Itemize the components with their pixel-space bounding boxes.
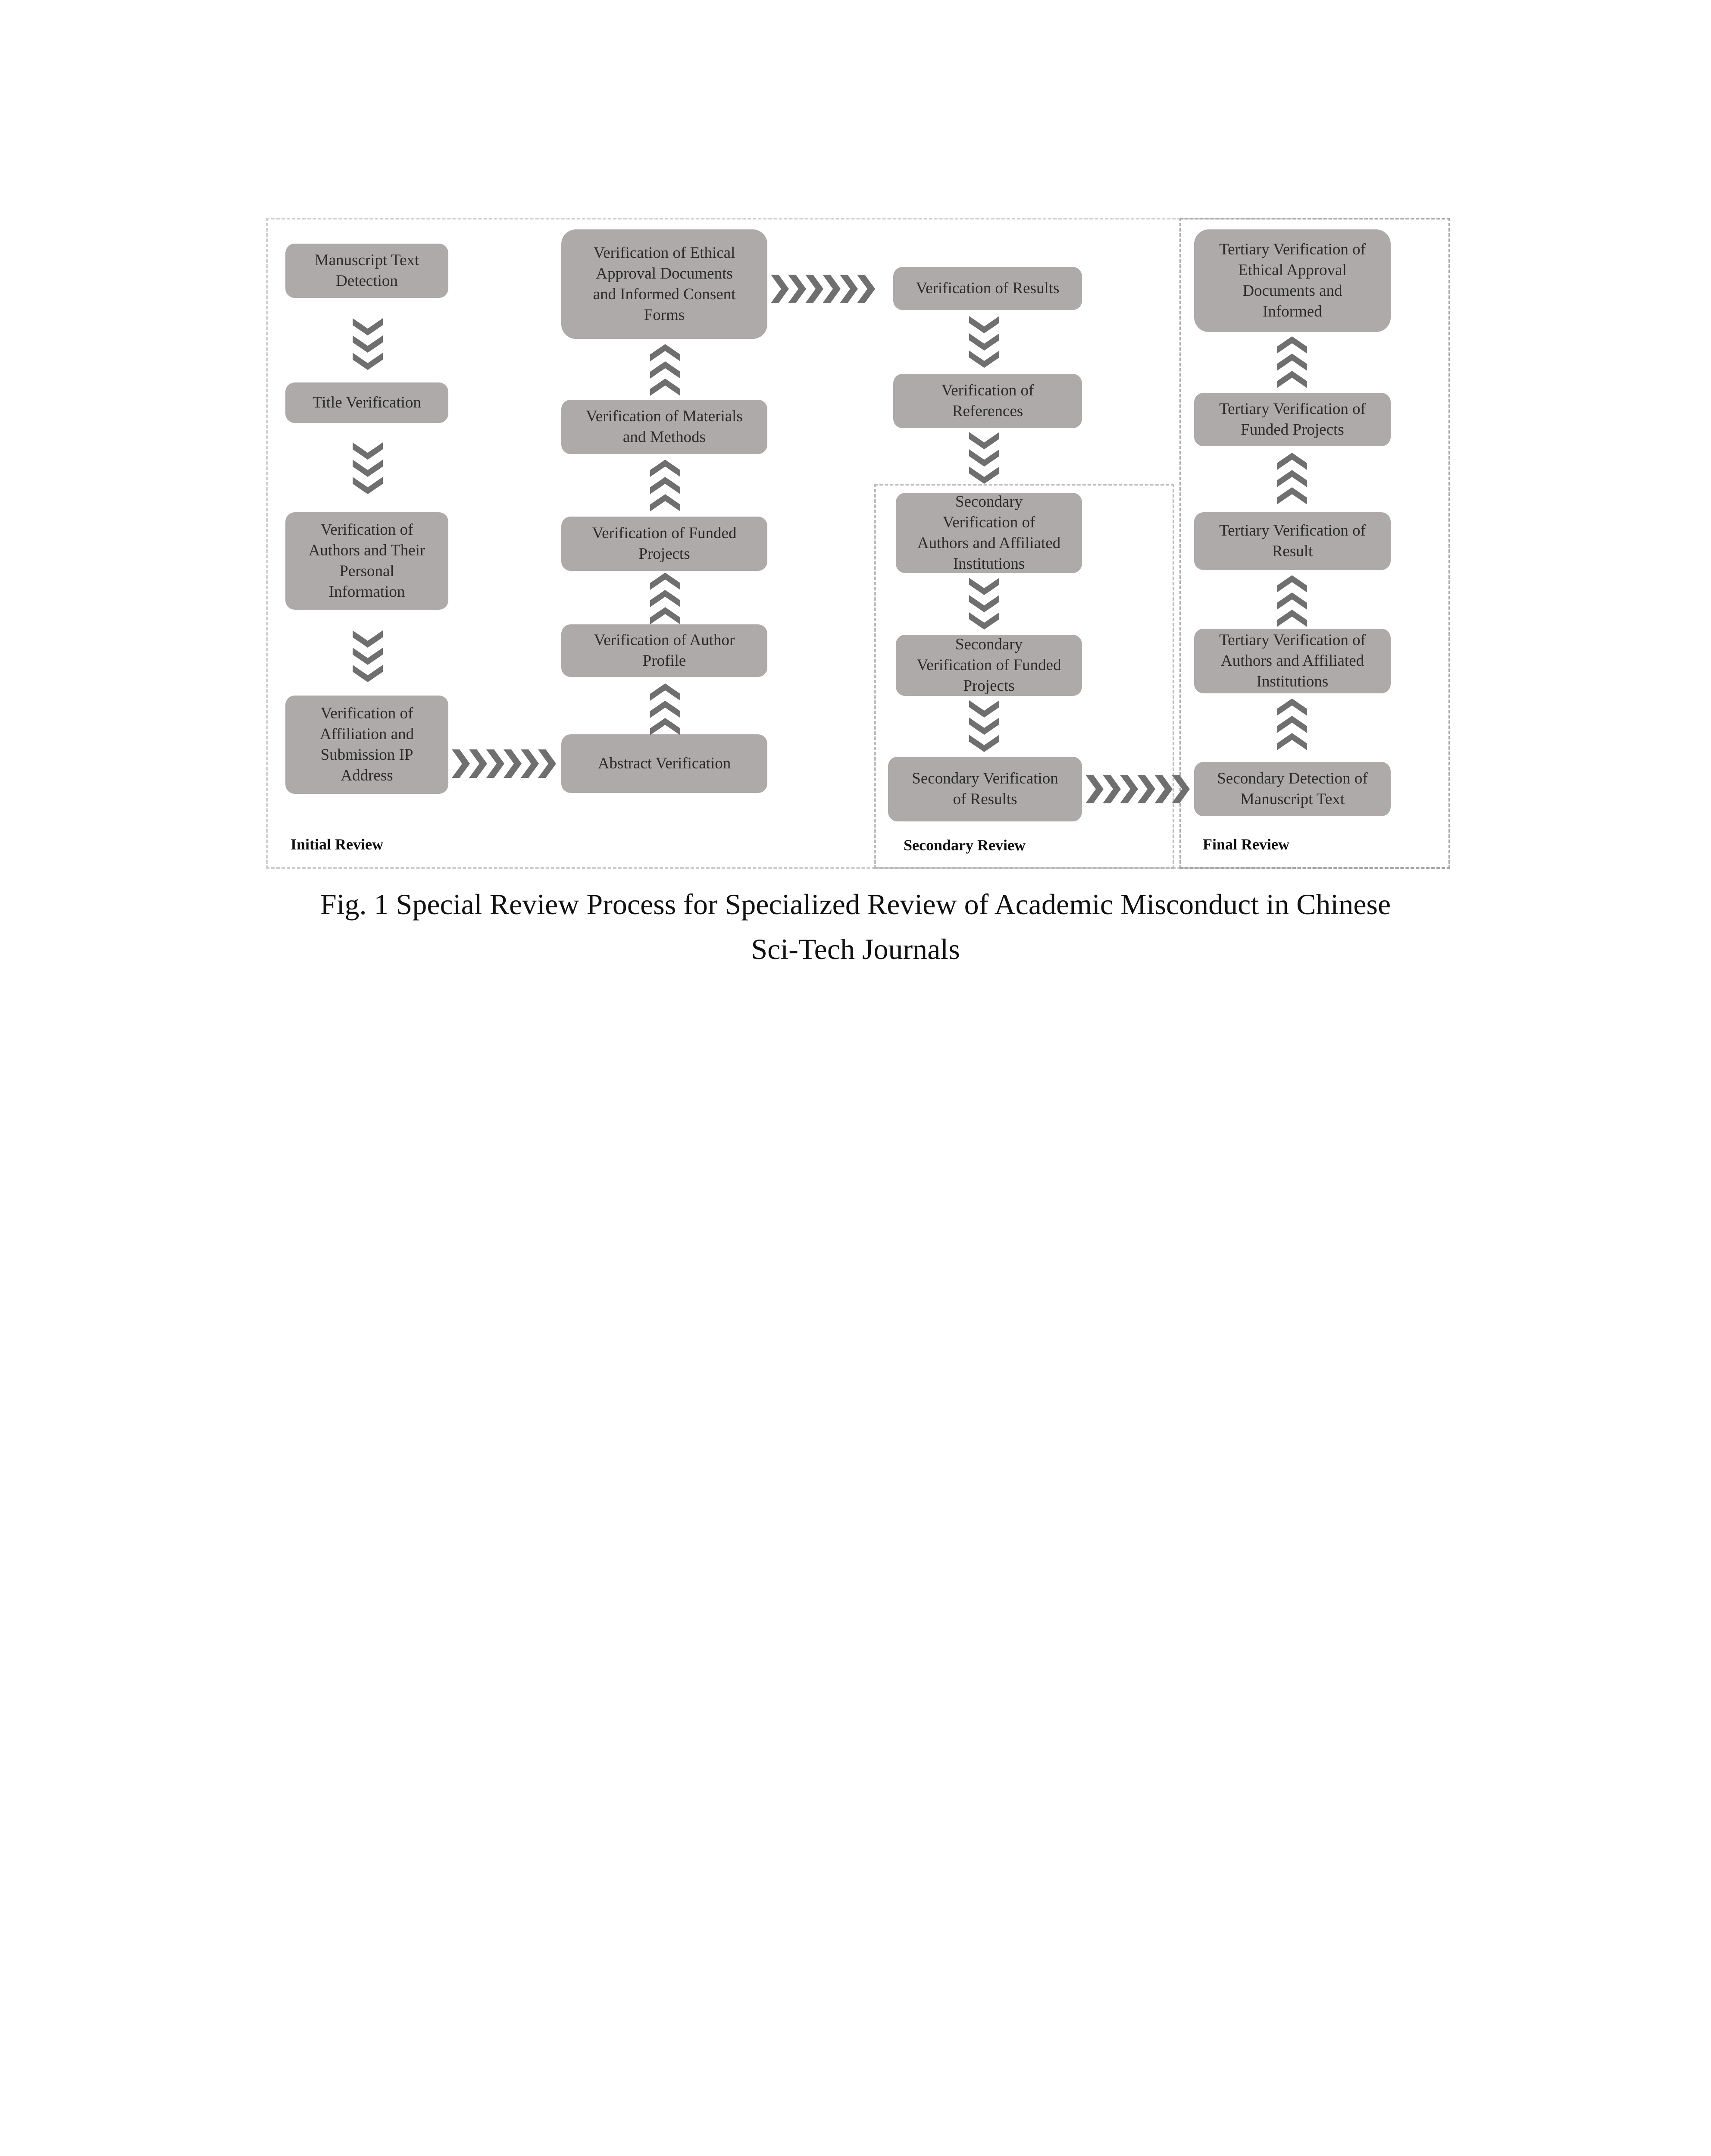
box-manuscript-text-detection: Manuscript Text Detection [285,244,448,298]
box-secondary-authors-institutions: Secondary Verification of Authors and Affiliated Institutions [896,493,1082,573]
chevron-up-icon [1277,575,1307,628]
chevron-up-icon [650,573,680,625]
figure-caption: Fig. 1 Special Review Process for Specialized Review of Academic Misconduct in Chinese Sci-Tech Journals [320,888,1391,965]
box-tertiary-result: Tertiary Verification of Result [1194,512,1391,570]
box-secondary-results: Secondary Verification of Results [888,757,1082,821]
box-title-verification: Title Verification [285,382,448,423]
box-affiliation-ip-address: Verification of Affiliation and Submission IP Address [285,696,448,794]
box-ethical-approval: Verification of Ethical Approval Documents and Informed Consent Forms [561,229,767,339]
chevron-right-icon [452,749,557,778]
chevron-down-icon [353,630,383,683]
chevron-down-icon [969,316,999,369]
box-secondary-funded-projects: Secondary Verification of Funded Projects [896,635,1082,696]
chevron-down-icon [969,700,999,753]
chevron-down-icon [353,318,383,371]
stage-label-initial-review: Initial Review [291,836,383,853]
stage-label-final-review: Final Review [1203,836,1289,853]
box-authors-personal-information: Verification of Authors and Their Personal Information [285,512,448,610]
box-results: Verification of Results [893,267,1082,310]
chevron-up-icon [650,460,680,512]
chevron-up-icon [650,683,680,736]
box-funded-projects: Verification of Funded Projects [561,517,767,571]
chevron-up-icon [1277,453,1307,505]
box-tertiary-funded-projects: Tertiary Verification of Funded Projects [1194,393,1391,446]
chevron-up-icon [1277,336,1307,389]
box-abstract-verification: Abstract Verification [561,734,767,793]
box-secondary-detection-manuscript-text: Secondary Detection of Manuscript Text [1194,762,1391,816]
box-tertiary-ethical-approval: Tertiary Verification of Ethical Approval Documents and Informed [1194,229,1391,332]
box-author-profile: Verification of Author Profile [561,624,767,677]
chevron-up-icon [650,344,680,397]
chevron-down-icon [353,442,383,495]
chevron-up-icon [1277,699,1307,751]
chevron-right-icon [771,275,876,303]
stage-label-secondary-review: Secondary Review [904,837,1026,854]
chevron-right-icon [1085,775,1191,803]
box-references: Verification of References [893,374,1082,428]
chevron-down-icon [969,578,999,630]
chevron-down-icon [969,432,999,485]
box-tertiary-authors-institutions: Tertiary Verification of Authors and Affiliated Institutions [1194,629,1391,693]
box-materials-methods: Verification of Materials and Methods [561,400,767,454]
